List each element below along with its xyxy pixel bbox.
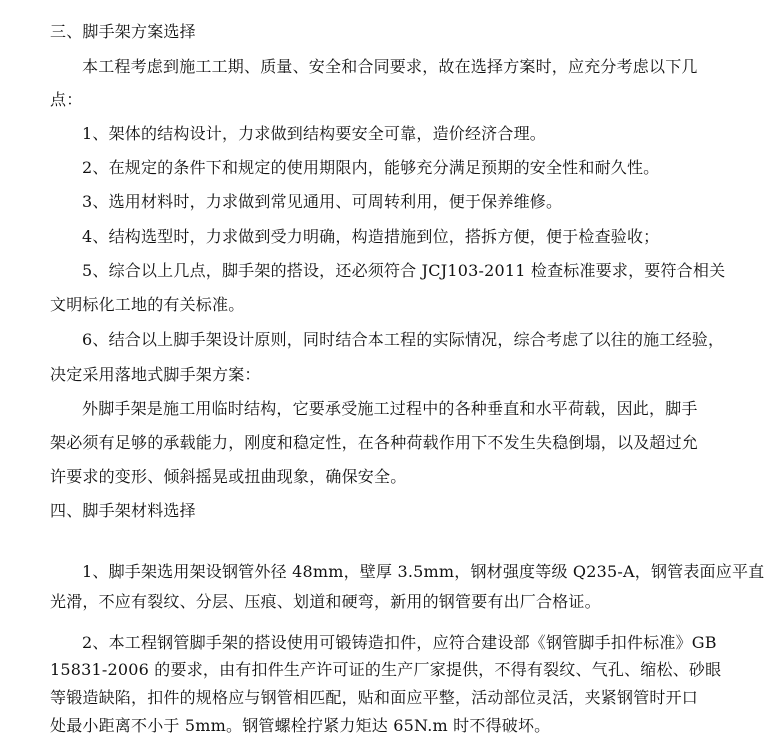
section-3-intro-line-2: 点： — [50, 90, 83, 109]
section-3-paragraph-line-2: 架必须有足够的承载能力，刚度和稳定性，在各种荷载作用下不发生失稳倒塌，以及超过允 — [50, 433, 699, 452]
section-4-heading: 四、脚手架材料选择 — [50, 501, 196, 520]
section-4-item-2-line-3: 等锻造缺陷，扣件的规格应与钢管相匹配，贴和面应平整，活动部位灵活，夹紧钢管时开口 — [50, 688, 699, 707]
section-3-intro-line-1: 本工程考虑到施工工期、质量、安全和合同要求，故在选择方案时，应充分考虑以下几 — [82, 57, 698, 76]
section-4-item-1-line-1: 1、脚手架选用架设钢管外径 48mm，壁厚 3.5mm，钢材强度等级 Q235-A，钢管表面应平直 — [82, 562, 765, 581]
section-4-item-1-line-2: 光滑，不应有裂纹、分层、压痕、划道和硬弯，新用的钢管要有出厂合格证。 — [50, 592, 601, 611]
section-3-item-4: 4、结构选型时，力求做到受力明确，构造措施到位，搭拆方便，便于检查验收； — [82, 227, 660, 246]
section-4-item-2-line-2: 15831-2006 的要求，由有扣件生产许可证的生产厂家提供，不得有裂纹、气孔、缩松、砂眼 — [50, 660, 722, 679]
section-3-item-2: 2、在规定的条件下和规定的使用期限内，能够充分满足预期的安全性和耐久性。 — [82, 158, 660, 177]
section-3-paragraph-line-1: 外脚手架是施工用临时结构，它要承受施工过程中的各种垂直和水平荷载，因此，脚手 — [82, 399, 698, 418]
section-3-item-1: 1、架体的结构设计，力求做到结构要安全可靠，造价经济合理。 — [82, 124, 546, 143]
section-3-item-6-line-2: 决定采用落地式脚手架方案： — [50, 365, 261, 384]
section-3-heading: 三、脚手架方案选择 — [50, 22, 196, 41]
section-4-item-2-line-4: 处最小距离不小于 5mm。钢管螺栓拧紧力矩达 65N.m 时不得破坏。 — [50, 716, 551, 735]
section-3-paragraph-line-3: 许要求的变形、倾斜摇晃或扭曲现象，确保安全。 — [50, 467, 407, 486]
section-3-item-6-line-1: 6、结合以上脚手架设计原则，同时结合本工程的实际情况，综合考虑了以往的施工经验， — [82, 330, 725, 349]
section-3-item-5-line-1: 5、综合以上几点，脚手架的搭设，还必须符合 JCJ103-2011 检查标准要求，要符合相关 — [82, 261, 726, 280]
section-4-item-2-line-1: 2、本工程钢管脚手架的搭设使用可锻铸造扣件，应符合建设部《钢管脚手扣件标准》GB — [82, 633, 717, 652]
section-3-item-3: 3、选用材料时，力求做到常见通用、可周转利用，便于保养维修。 — [82, 192, 563, 211]
section-3-item-5-line-2: 文明标化工地的有关标准。 — [50, 295, 245, 314]
